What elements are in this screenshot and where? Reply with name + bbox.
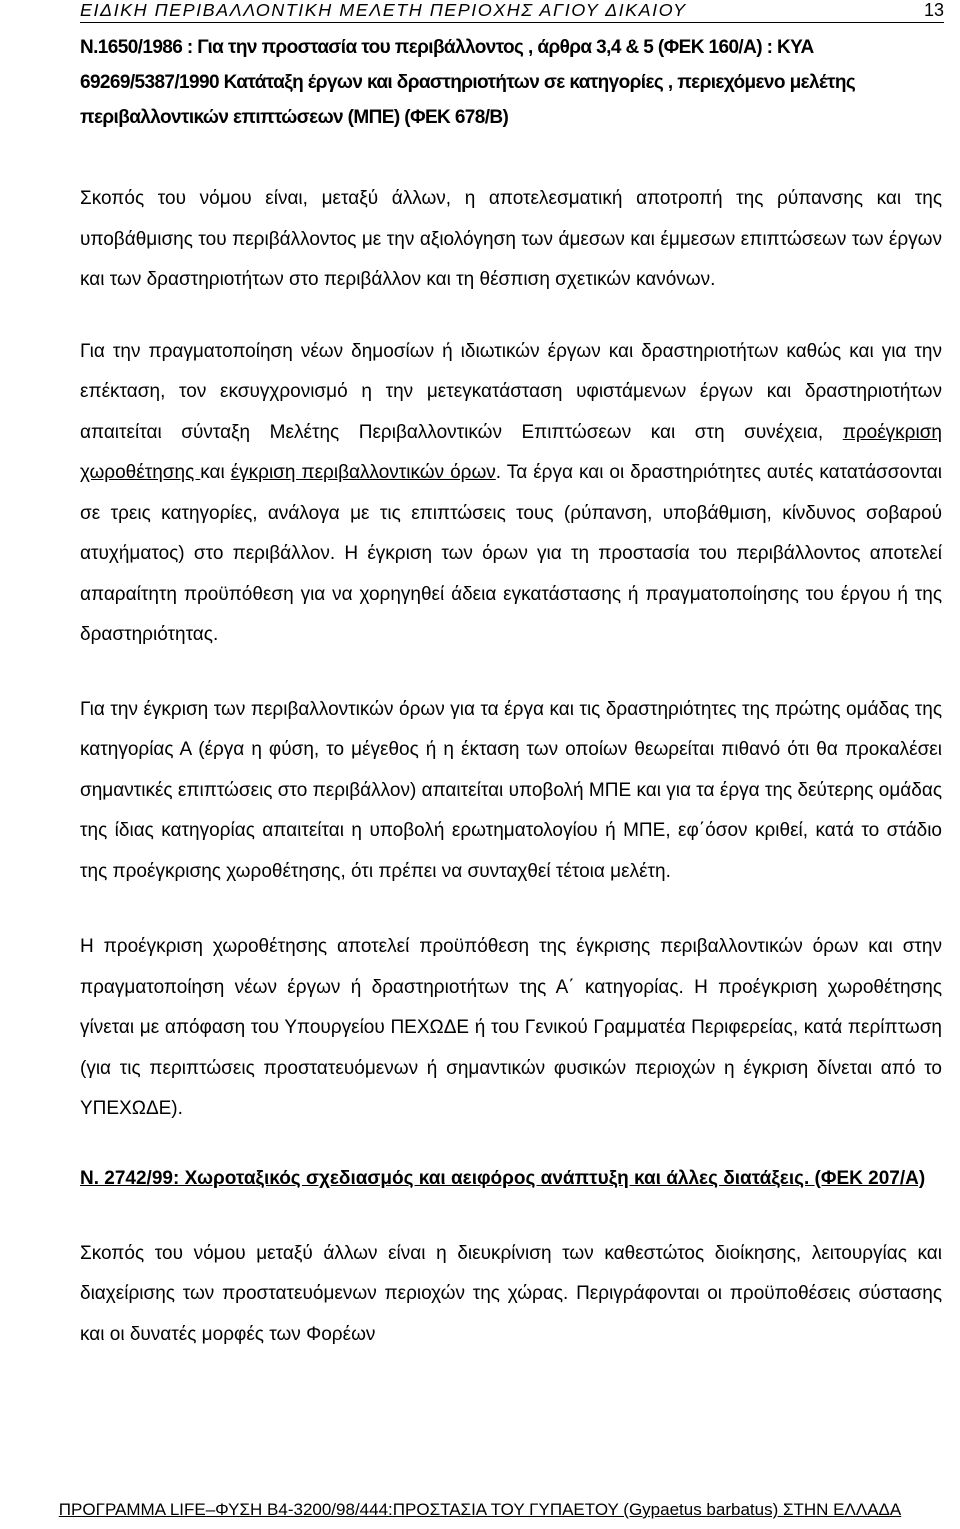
paragraph-text: και <box>200 462 231 483</box>
paragraph-requirements <box>80 332 942 656</box>
page-header <box>80 0 944 23</box>
paragraph-purpose: Σκοπός του νόμου είναι, μεταξύ άλλων, η αποτελεσματική αποτροπή της ρύπανσης και της υποβάθμισης του περιβάλλοντος με την αξιολόγηση των άμεσων και έμμεσων επιπτώσεων των έργων και των δραστηριοτήτων στο περιβάλλον και τη θέσπιση σχετικών κανόνων. <box>80 188 942 290</box>
document-title: ΕΙΔΙΚΗ ΠΕΡΙΒΑΛΛΟΝΤΙΚΗ ΜΕΛΕΤΗ ΠΕΡΙΟΧΗΣ ΑΓΙΟΥ ΔΙΚΑΙΟΥ <box>80 0 687 20</box>
document-body <box>80 30 942 1355</box>
paragraph-text: . Τα έργα και οι δραστηριότητες αυτές κατατάσσονται σε τρεις κατηγορίες, ανάλογα με τις επιπτώσεις τους (ρύπανση, υποβάθμιση, κίνδυνος σοβαρού ατυχήματος) στο περιβάλλον. Η έγκριση των όρων για τη προστασία του περιβάλλοντος αποτελεί απαραίτητη προϋπόθεση για να χορηγηθεί άδεια εγκατάστασης ή πραγματοποίησης του έργου ή της δραστηριότητας. <box>80 462 942 645</box>
paragraph-category-a: Για την έγκριση των περιβαλλοντικών όρων για τα έργα και τις δραστηριότητες της πρώτης ομάδας της κατηγορίας Α (έργα η φύση, το μέγεθος ή η έκταση των οποίων θεωρείται πιθανό ότι θα προκαλέσει σημαντικές επιπτώσεις στο περιβάλλον) απαιτείται υποβολή ΜΠΕ και για τα έργα της δεύτερης ομάδας της ίδιας κατηγορίας απαιτείται η υποβολή ερωτηματολογίου ή ΜΠΕ, εφ΄όσον κριθεί, κατά το στάδιο της προέγκρισης χωροθέτησης, ότι πρέπει να συνταχθεί τέτοια μελέτη. <box>80 698 942 882</box>
paragraph-purpose-2742: Σκοπός του νόμου μεταξύ άλλων είναι η διευκρίνιση των καθεστώτος διοίκησης, λειτουργίας και διαχείρισης των προστατευόμενων περιοχών της χώρας. Περιγράφονται οι προϋποθέσεις σύστασης και οι δυνατές μορφές των Φορέων <box>80 1242 942 1345</box>
page-number: 13 <box>923 0 944 20</box>
page-footer: ΠΡΟΓΡΑΜΜΑ LIFE–ΦΥΣΗ Β4-3200/98/444:ΠΡΟΣΤΑΣΙΑ ΤΟΥ ΓΥΠΑΕΤΟΥ (Gypaetus barbatus) ΣΤΗΝ ΕΛΛΑΔΑ <box>58 1500 902 1519</box>
link-environmental-terms[interactable]: έγκριση περιβαλλοντικών όρων <box>230 462 496 483</box>
paragraph-text: Για την πραγματοποίηση νέων δημοσίων ή ιδιωτικών έργων και δραστηριοτήτων καθώς και για την επέκταση, τον εκσυγχρονισμό η την μετεγκατάσταση υφιστάμενων έργων και δραστηριοτήτων απαιτείται σύνταξη Μελέτης Περιβαλλοντικών Επιπτώσεων και στη συνέχεια, <box>80 340 942 443</box>
law-heading-1650: Ν.1650/1986 : Για την προστασία του περιβάλλοντος , άρθρα 3,4 & 5 (ΦΕΚ 160/Α) : ΚΥΑ 69269/5387/1990 Κατάταξη έργων και δραστηριοτήτων σε κατηγορίες , περιεχόμενο μελέτης περιβαλλοντικών επιπτώσεων (ΜΠΕ) (ΦΕΚ 678/Β) <box>80 37 856 128</box>
paragraph-siting: Η προέγκριση χωροθέτησης αποτελεί προϋπόθεση της έγκρισης περιβαλλοντικών όρων και στην πραγματοποίηση νέων έργων ή δραστηριοτήτων της Α΄ κατηγορίας. Η προέγκριση χωροθέτησης γίνεται με απόφαση του Υπουργείου ΠΕΧΩΔΕ ή του Γενικού Γραμματέα Περιφερείας, κατά περίπτωση (για τις περιπτώσεις προστατευόμενων ή σημαντικών φυσικών περιοχών η έγκριση δίνεται από το ΥΠΕΧΩΔΕ). <box>80 936 942 1119</box>
law-heading-2742: Ν. 2742/99: Χωροταξικός σχεδιασμός και αειφόρος ανάπτυξη και άλλες διατάξεις. (ΦΕΚ 207/Α) <box>80 1167 926 1189</box>
link-siting-preapproval[interactable]: προέγκριση χωροθέτησης <box>80 421 942 483</box>
